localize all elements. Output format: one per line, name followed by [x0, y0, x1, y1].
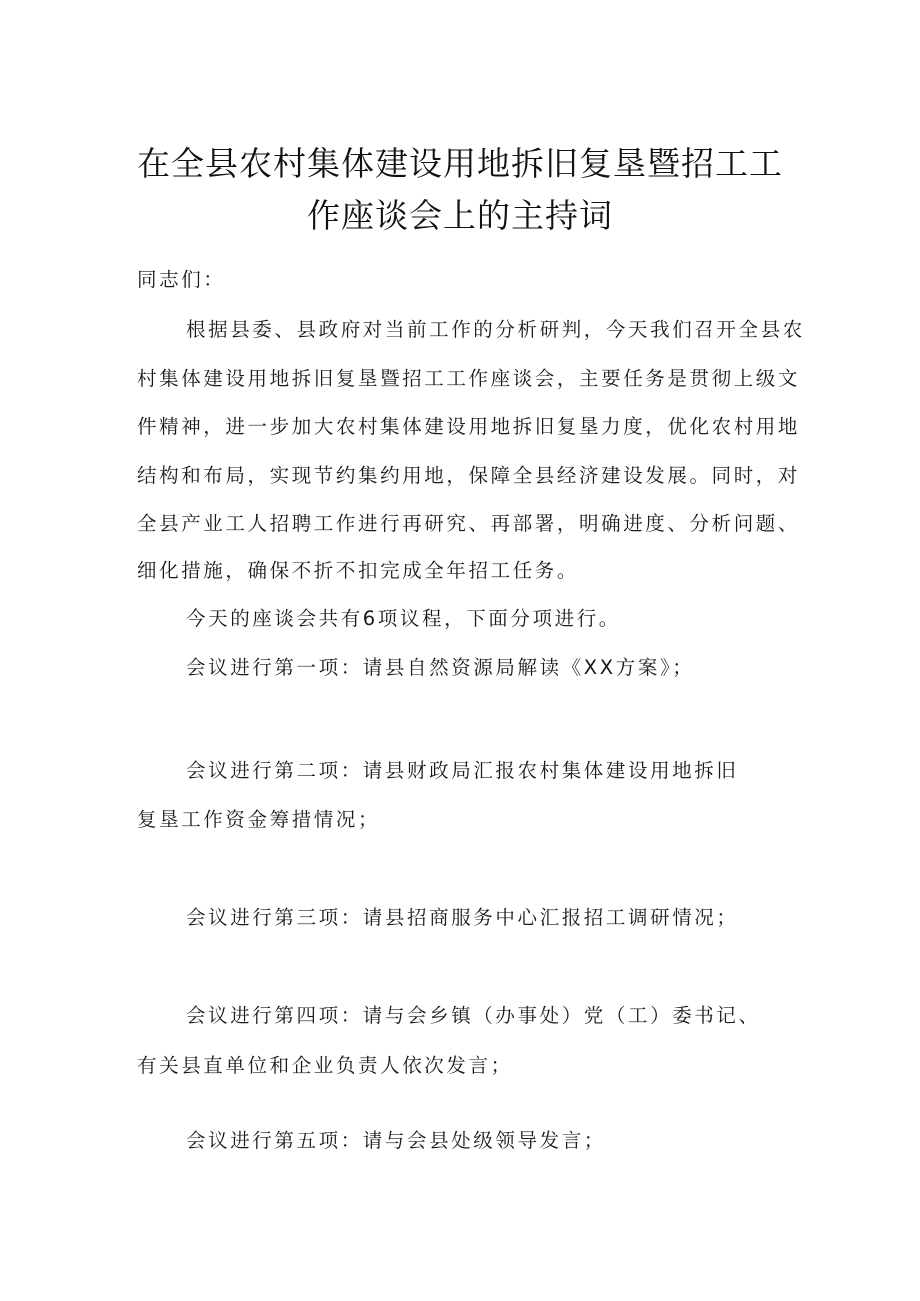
- document-title-line-1: 在全县农村集体建设用地拆旧复垦暨招工工: [137, 144, 783, 183]
- agenda-item-4-line-1: 会议进行第四项：请与会乡镇（办事处）党（工）委书记、: [186, 1004, 761, 1027]
- intro-line: 根据县委、县政府对当前工作的分析研判，今天我们召开全县农: [186, 318, 805, 341]
- salutation: 同志们：: [137, 268, 226, 291]
- intro-line: 结构和布局，实现节约集约用地，保障全县经济建设发展。同时，对: [137, 464, 801, 487]
- intro-line: 村集体建设用地拆旧复垦暨招工工作座谈会，主要任务是贯彻上级文: [137, 367, 801, 390]
- intro-line: 细化措施，确保不折不扣完成全年招工任务。: [137, 559, 580, 582]
- agenda-item-5: 会议进行第五项：请与会县处级领导发言；: [186, 1129, 606, 1152]
- agenda-intro: 今天的座谈会共有6项议程，下面分项进行。: [186, 607, 621, 630]
- agenda-item-4-line-2: 有关县直单位和企业负责人依次发言；: [137, 1054, 513, 1077]
- document-title-line-2: 作座谈会上的主持词: [307, 196, 613, 235]
- agenda-item-3: 会议进行第三项：请县招商服务中心汇报招工调研情况；: [186, 906, 739, 929]
- agenda-item-2-line-2: 复垦工作资金筹措情况；: [137, 808, 381, 831]
- intro-line: 全县产业工人招聘工作进行再研究、再部署，明确进度、分析问题、: [137, 512, 801, 535]
- agenda-item-2-line-1: 会议进行第二项：请县财政局汇报农村集体建设用地拆旧: [186, 759, 739, 782]
- intro-line: 件精神，进一步加大农村集体建设用地拆旧复垦力度，优化农村用地: [137, 415, 801, 438]
- agenda-item-1: 会议进行第一项：请县自然资源局解读《XX方案》；: [186, 656, 695, 679]
